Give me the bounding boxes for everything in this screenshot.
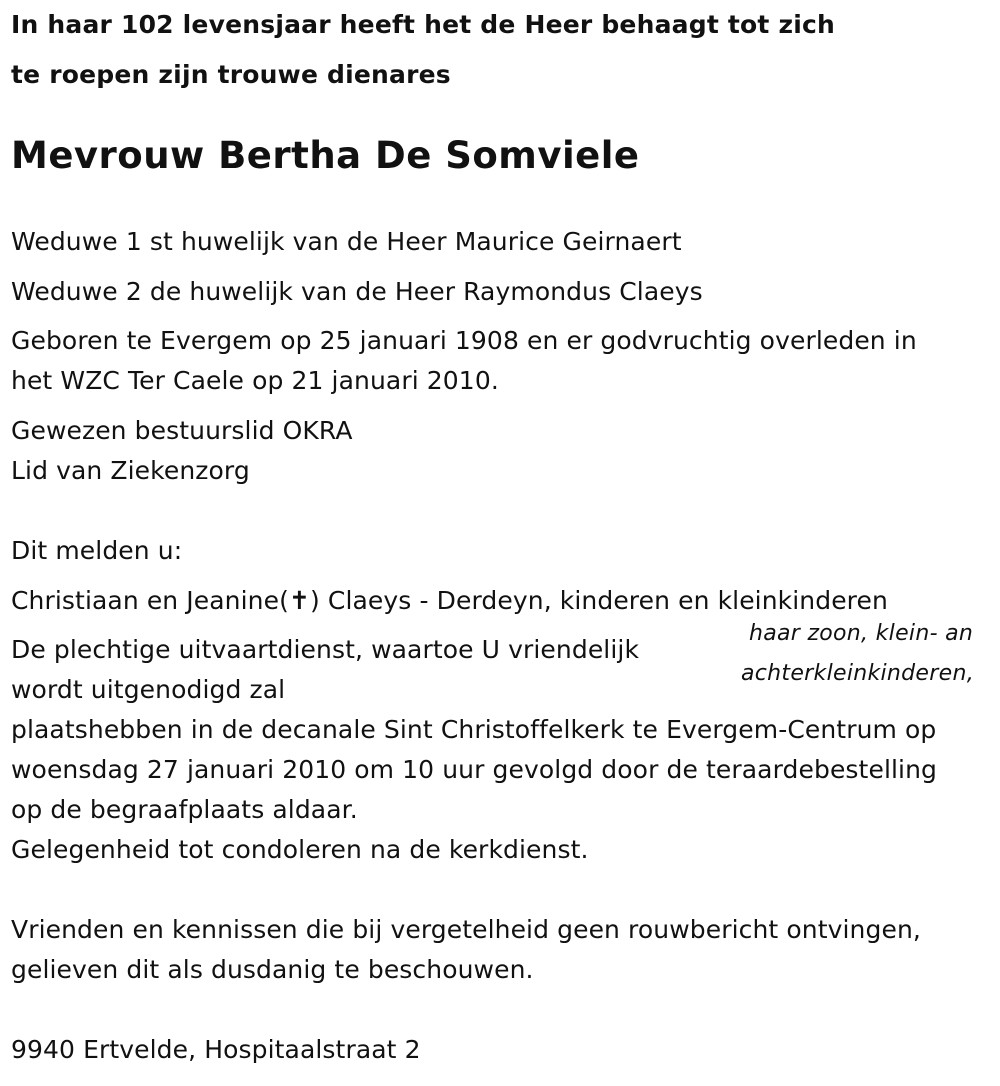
condolence-line: Gelegenheid tot condoleren na de kerkdienst. [11, 835, 589, 864]
spouse-line: Weduwe 2 de huwelijk van de Heer Raymondus Claeys [11, 277, 703, 306]
role-line: Lid van Ziekenzorg [11, 456, 250, 485]
intro-line: te roepen zijn trouwe dienares [11, 60, 451, 89]
notice-line: Vrienden en kennissen die bij vergetelheid geen rouwbericht ontvingen, [11, 915, 921, 944]
birth-death-line: Geboren te Evergem op 25 januari 1908 en er godvruchtig overleden in [11, 326, 917, 355]
service-line: De plechtige uitvaartdienst, waartoe U vriendelijk [11, 635, 640, 664]
notice-line: gelieven dit als dusdanig te beschouwen. [11, 955, 534, 984]
address: 9940 Ertvelde, Hospitaalstraat 2 [11, 1035, 421, 1064]
announcers-intro: Dit melden u: [11, 536, 183, 565]
announcers-note: haar zoon, klein- an [749, 621, 974, 646]
announcers-note: achterkleinkinderen, [741, 661, 974, 686]
role-line: Gewezen bestuurslid OKRA [11, 416, 353, 445]
spouse-line: Weduwe 1 st huwelijk van de Heer Maurice Geirnaert [11, 227, 682, 256]
intro-line: In haar 102 levensjaar heeft het de Heer behaagt tot zich [11, 10, 835, 39]
announcers-line: Christiaan en Jeanine(✝) Claeys - Derdeyn, kinderen en kleinkinderen [11, 586, 888, 615]
service-line: woensdag 27 januari 2010 om 10 uur gevolgd door de teraardebestelling [11, 755, 937, 784]
service-line: op de begraafplaats aldaar. [11, 795, 358, 824]
birth-death-line: het WZC Ter Caele op 21 januari 2010. [11, 366, 499, 395]
deceased-name: Mevrouw Bertha De Somviele [11, 134, 640, 177]
service-line: plaatshebben in de decanale Sint Christoffelkerk te Evergem-Centrum op [11, 715, 937, 744]
service-line: wordt uitgenodigd zal [11, 675, 286, 704]
